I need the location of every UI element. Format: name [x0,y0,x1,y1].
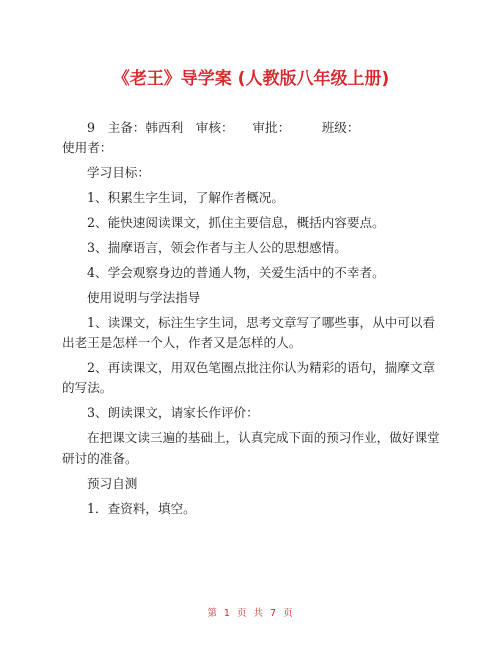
paragraph-pretest-heading: 预习自测 [87,475,138,491]
paragraph-objective-3: 3、揣摩语言，领会作者与主人公的思想感情。 [87,240,347,256]
meta-line: 9 主备：韩西利 审核： 审批： 班级： [87,120,360,135]
user-line: 使用者： [62,140,113,156]
paragraph-pretest-1: 1．查资料，填空。 [87,500,196,516]
paragraph-guide-heading: 使用说明与学法指导 [87,289,201,305]
page-number-footer: 第 1 页 共 7 页 [207,608,295,619]
document-title: 《老王》导学案 (人教版八年级上册) [112,69,390,89]
paragraph-objectives-heading: 学习目标： [87,165,150,181]
paragraph-guide-3: 3、朗读课文，请家长作评价： [87,405,259,421]
paragraph-preparation: 在把课文读三遍的基础上，认真完成下面的预习作业，做好课堂研讨的准备。 [62,430,440,466]
document-body [62,118,444,519]
paragraph-objective-2: 2、能快速阅读课文，抓住主要信息，概括内容要点。 [87,215,385,231]
paragraph-guide-1: 1、读课文，标注生字生词，思考文章写了哪些事，从中可以看出老王是怎样一个人，作者又是怎样的人。 [62,314,436,351]
paragraph-objective-1: 1、积累生字生词，了解作者概况。 [87,190,284,206]
paragraph-guide-2: 2、再读课文，用双色笔圈点批注你认为精彩的语句，揣摩文章的写法。 [62,360,436,396]
paragraph-objective-4: 4、学会观察身边的普通人物，关爱生活中的不幸者。 [87,264,385,280]
